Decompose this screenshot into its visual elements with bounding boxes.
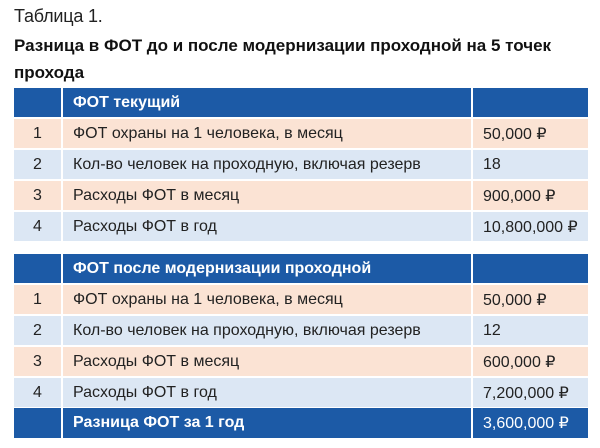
row-value: 600,000 ₽	[472, 346, 588, 377]
row-label: Кол-во человек на проходную, включая резерв	[62, 149, 472, 180]
table-row	[14, 149, 588, 180]
section-header-row	[14, 254, 588, 284]
table-caption: Таблица 1.	[14, 6, 103, 26]
section-header-row	[14, 88, 588, 118]
row-number: 3	[14, 346, 62, 377]
row-number: 2	[14, 315, 62, 346]
current-payroll-table	[14, 88, 588, 243]
table-row	[14, 284, 588, 315]
row-label: Кол-во человек на проходную, включая резерв	[62, 315, 472, 346]
row-value: 50,000 ₽	[472, 118, 588, 149]
row-number: 1	[14, 284, 62, 315]
row-number: 3	[14, 180, 62, 211]
header-num-cell	[14, 88, 62, 118]
row-label: ФОТ охраны на 1 человека, в месяц	[62, 118, 472, 149]
row-number: 1	[14, 118, 62, 149]
table-row	[14, 377, 588, 408]
table-row	[14, 180, 588, 211]
header-value-cell	[472, 88, 588, 118]
row-label: Расходы ФОТ в месяц	[62, 180, 472, 211]
table-row	[14, 211, 588, 242]
row-number: 2	[14, 149, 62, 180]
summary-value: 3,600,000 ₽	[472, 408, 588, 438]
header-num-cell	[14, 254, 62, 284]
summary-num-cell	[14, 408, 62, 438]
row-number: 4	[14, 211, 62, 242]
header-value-cell	[472, 254, 588, 284]
modernized-payroll-table	[14, 254, 588, 409]
row-label: ФОТ охраны на 1 человека, в месяц	[62, 284, 472, 315]
summary-label: Разница ФОТ за 1 год	[62, 408, 472, 438]
row-number: 4	[14, 377, 62, 408]
row-label: Расходы ФОТ в год	[62, 211, 472, 242]
table-row	[14, 118, 588, 149]
row-value: 12	[472, 315, 588, 346]
row-value: 10,800,000 ₽	[472, 211, 588, 242]
table-title: Разница в ФОТ до и после модернизации проходной на 5 точек прохода	[14, 36, 552, 82]
row-label: Расходы ФОТ в год	[62, 377, 472, 408]
summary-row	[14, 408, 588, 438]
section-header: ФОТ текущий	[62, 88, 472, 118]
summary-table	[14, 408, 588, 438]
row-label: Расходы ФОТ в месяц	[62, 346, 472, 377]
section-header: ФОТ после модернизации проходной	[62, 254, 472, 284]
row-value: 50,000 ₽	[472, 284, 588, 315]
row-value: 7,200,000 ₽	[472, 377, 588, 408]
table-row	[14, 315, 588, 346]
table-row	[14, 346, 588, 377]
row-value: 900,000 ₽	[472, 180, 588, 211]
row-value: 18	[472, 149, 588, 180]
